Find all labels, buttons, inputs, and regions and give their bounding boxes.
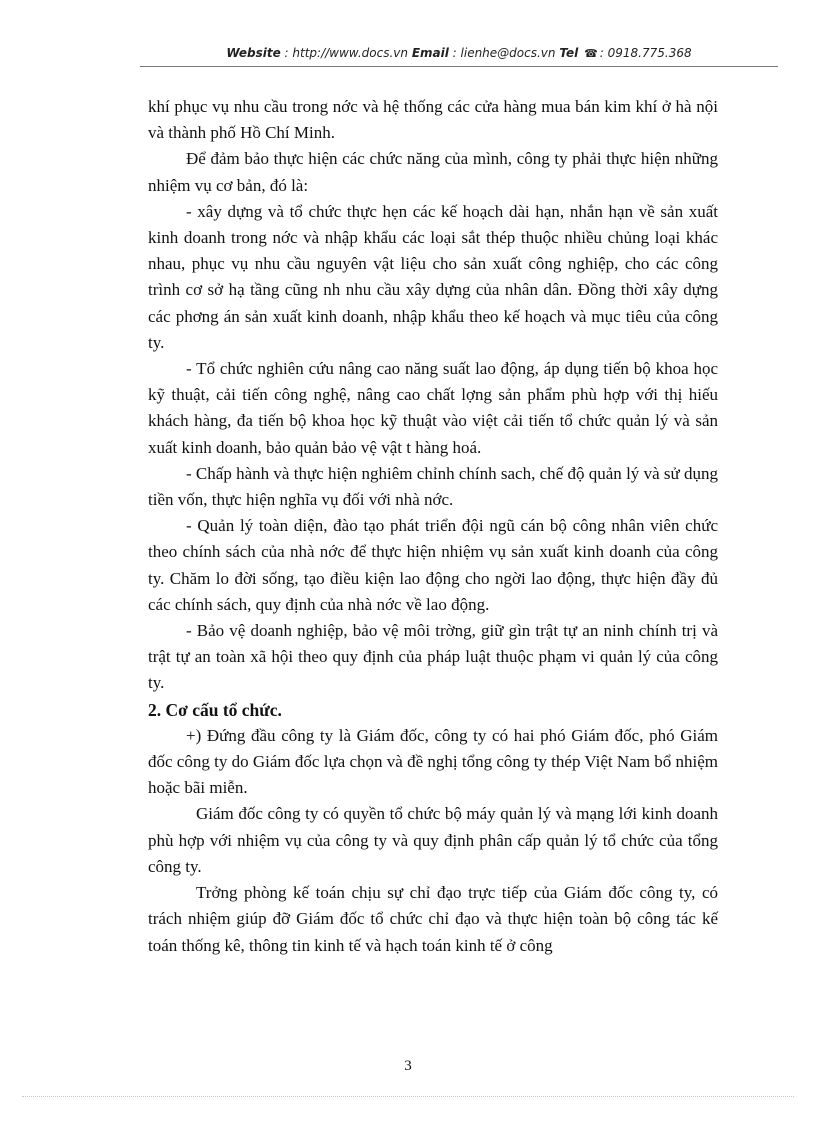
page-header [140,46,778,60]
website-label: Website [226,46,281,60]
phone-icon: ☎ [584,47,598,60]
email-value: : lienhe@docs.vn [452,46,556,60]
paragraph: - Quản lý toàn diện, đào tạo phát triển đội ngũ cán bộ công nhân viên chức theo chính sách của nhà nớc để thực hiện nhiệm vụ sản xuất kinh doanh của công ty. Chăm lo đời sống, tạo điều kiện lao động cho ngời lao động, thực hiện đầy đủ các chính sách, quy định của nhà nớc về lao động. [148,516,718,614]
bottom-dotted-rule [22,1096,794,1097]
tel-value: : 0918.775.368 [599,46,692,60]
paragraph: - Chấp hành và thực hiện nghiêm chỉnh chính sach, chế độ quản lý và sử dụng tiền vốn, thực hiện nghĩa vụ đối với nhà nớc. [148,463,718,510]
paragraph: - Bảo vệ doanh nghiệp, bảo vệ môi trờng, giữ gìn trật tự an ninh chính trị và trật tự an toàn xã hội theo quy định của pháp luật thuộc phạm vi quản lý của công ty. [148,621,718,693]
paragraph: Giám đốc công ty có quyền tổ chức bộ máy quản lý và mạng lới kinh doanh phù hợp với nhiệm vụ của công ty và quy định phân cấp quản lý tổ chức của tổng công ty. [148,804,718,876]
email-label: Email [411,46,449,60]
paragraph: Để đảm bảo thực hiện các chức năng của mình, công ty phải thực hiện những nhiệm vụ cơ bản, đó là: [148,149,718,195]
paragraph: - Tổ chức nghiên cứu nâng cao năng suất lao động, áp dụng tiến bộ khoa học kỹ thuật, cải tiến công nghệ, nâng cao chất lợng sản phẩm phù hợp với thị hiếu khách hàng, đa tiến bộ khoa học kỹ thuật vào việt cải tiến tổ chức quản lý và sản xuất kinh doanh, bảo quản bảo vệ vật t hàng hoá. [148,359,718,457]
website-value: : http://www.docs.vn [284,46,408,60]
header-rule [140,66,778,67]
document-body [148,94,718,959]
section-heading: 2. Cơ cấu tổ chức. [148,699,282,720]
page-number: 3 [404,1058,412,1074]
tel-label: Tel [559,46,579,60]
paragraph: khí phục vụ nhu cầu trong nớc và hệ thống các cửa hàng mua bán kim khí ở hà nội và thành phố Hồ Chí Minh. [148,97,718,143]
paragraph: +) Đứng đầu công ty là Giám đốc, công ty có hai phó Giám đốc, phó Giám đốc công ty do Giám đốc lựa chọn và đề nghị tổng công ty thép Việt Nam bổ nhiệm hoặc bãi miễn. [148,725,718,798]
paragraph: - xây dựng và tổ chức thực hẹn các kế hoạch dài hạn, nhắn hạn về sản xuất kinh doanh trong nớc và nhập khẩu các loại sắt thép thuộc nhiều chủng loại khác nhau, phục vụ nhu cầu nguyên vật liệu cho sản xuất công nghiệp, cho các công trình cơ sở hạ tầng cũng nh nhu cầu xây dựng của nhân dân. Đồng thời xây dựng các phơng án sản xuất kinh doanh, nhập khẩu theo kế hoạch và mục tiêu của công ty. [148,201,718,352]
paragraph: Trởng phòng kế toán chịu sự chỉ đạo trực tiếp của Giám đốc công ty, có trách nhiệm giúp đỡ Giám đốc tổ chức chỉ đạo và thực hiện toàn bộ công tác kế toán thống kê, thông tin kinh tế và hạch toán kinh tế ở công [148,883,718,955]
